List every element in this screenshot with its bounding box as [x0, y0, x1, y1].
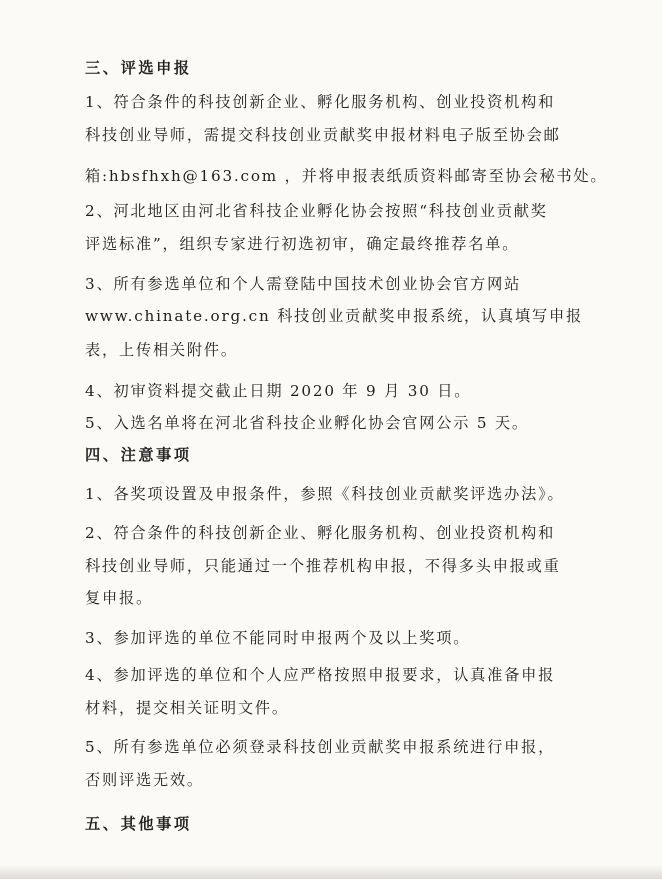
paragraph-line: 5、入选名单将在河北省科技企业孵化协会官网公示 5 天。: [85, 414, 529, 432]
paragraph-line: 否则评选无效。: [85, 771, 204, 789]
paragraph-line: 3、参加评选的单位不能同时申报两个及以上奖项。: [85, 629, 471, 647]
section-heading-5: 五、其他事项: [85, 815, 192, 833]
paragraph-line: 科技创业导师，需提交科技创业贡献奖申报材料电子版至协会邮: [85, 126, 561, 144]
paragraph-line: 5、所有参选单位必须登录科技创业贡献奖申报系统进行申报，: [85, 738, 556, 756]
paragraph-line: 箱:hbsfhxh@163.com ，并将申报表纸质资料邮寄至协会秘书处。: [85, 167, 608, 185]
page-edge-shadow: [0, 865, 662, 879]
paragraph-line: www.chinate.org.cn 科技创业贡献奖申报系统，认真填写申报: [85, 307, 583, 325]
paragraph-line: 复申报。: [85, 589, 153, 607]
paragraph-line: 4、参加评选的单位和个人应严格按照申报要求，认真准备申报: [85, 666, 556, 684]
paragraph-line: 材料，提交相关证明文件。: [85, 699, 289, 717]
section-heading-3: 三、评选申报: [85, 59, 192, 77]
section-heading-4: 四、注意事项: [85, 446, 192, 464]
paragraph-line: 1、符合条件的科技创新企业、孵化服务机构、创业投资机构和: [85, 93, 556, 111]
paragraph-line: 科技创业导师，只能通过一个推荐机构申报，不得多头申报或重: [85, 557, 561, 575]
paragraph-line: 1、各奖项设置及申报条件，参照《科技创业贡献奖评选办法》。: [85, 485, 565, 503]
paragraph-line: 3、所有参选单位和个人需登陆中国技术创业协会官方网站: [85, 275, 522, 293]
paragraph-line: 表，上传相关附件。: [85, 341, 238, 359]
paragraph-line: 2、符合条件的科技创新企业、孵化服务机构、创业投资机构和: [85, 524, 556, 542]
paragraph-line: 2、河北地区由河北省科技企业孵化协会按照“科技创业贡献奖: [85, 202, 548, 220]
paragraph-line: 评选标准”，组织专家进行初选初审，确定最终推荐名单。: [85, 235, 520, 253]
paragraph-line: 4、初审资料提交截止日期 2020 年 9 月 30 日。: [85, 382, 472, 400]
